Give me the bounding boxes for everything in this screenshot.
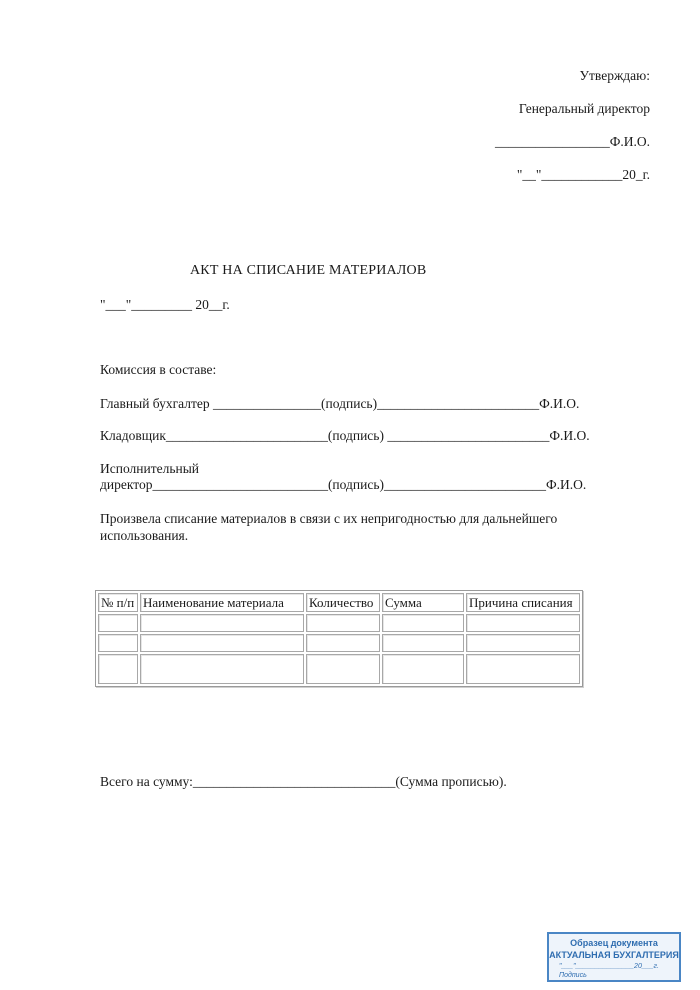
storekeeper-line: Кладовщик________________________(подпись) ________________________Ф.И.О. <box>100 428 590 443</box>
table-row <box>98 654 580 684</box>
writeoff-statement: Произвела списание материалов в связи с их непригодностью для дальнейшего использования. <box>100 511 558 543</box>
exec-director-line: директор__________________________(подпись)________________________Ф.И.О. <box>100 477 587 492</box>
document-date-line: "___"_________ 20__г. <box>100 297 230 312</box>
table-cell[interactable] <box>306 614 380 632</box>
stamp-sample-label: Образец документа <box>570 938 658 948</box>
table-cell[interactable] <box>98 614 138 632</box>
commission-heading: Комиссия в составе: <box>100 362 217 377</box>
approval-signature-line: _________________Ф.И.О. <box>494 134 650 149</box>
stamp-publisher: АКТУАЛЬНАЯ БУХГАЛТЕРИЯ <box>549 950 679 960</box>
stamp-date-line: "___"_______________20___г. <box>559 963 659 970</box>
table-cell[interactable] <box>98 634 138 652</box>
table-cell[interactable] <box>466 654 580 684</box>
table-cell[interactable] <box>306 654 380 684</box>
table-cell[interactable] <box>98 654 138 684</box>
sample-stamp <box>547 932 681 982</box>
table-cell[interactable] <box>466 634 580 652</box>
table-cell[interactable] <box>382 654 464 684</box>
table-cell[interactable] <box>466 614 580 632</box>
exec-director-label: Исполнительный <box>100 461 200 476</box>
col-header-reason: Причина списания <box>466 593 580 612</box>
table-cell[interactable] <box>140 654 304 684</box>
col-header-material: Наименование материала <box>140 593 304 612</box>
stamp-signature-label: Подпись <box>559 972 587 979</box>
table-cell[interactable] <box>382 634 464 652</box>
total-sum-line: Всего на сумму:______________________________(Сумма прописью). <box>100 774 507 789</box>
table-row <box>98 634 580 652</box>
approval-date-line: "__"____________20_г. <box>516 167 650 182</box>
table-cell[interactable] <box>140 614 304 632</box>
col-header-quantity: Количество <box>306 593 380 612</box>
col-header-number: № п/п <box>98 593 138 612</box>
approval-heading: Утверждаю: <box>579 68 650 83</box>
approval-position: Генеральный директор <box>518 101 650 116</box>
document-title: АКТ НА СПИСАНИЕ МАТЕРИАЛОВ <box>190 263 427 278</box>
table-cell[interactable] <box>382 614 464 632</box>
materials-table <box>95 590 583 687</box>
table-cell[interactable] <box>306 634 380 652</box>
table-header-row <box>98 593 580 612</box>
table-cell[interactable] <box>140 634 304 652</box>
table-row <box>98 614 580 632</box>
col-header-sum: Сумма <box>382 593 464 612</box>
chief-accountant-line: Главный бухгалтер ________________(подпись)________________________Ф.И.О. <box>100 396 580 411</box>
